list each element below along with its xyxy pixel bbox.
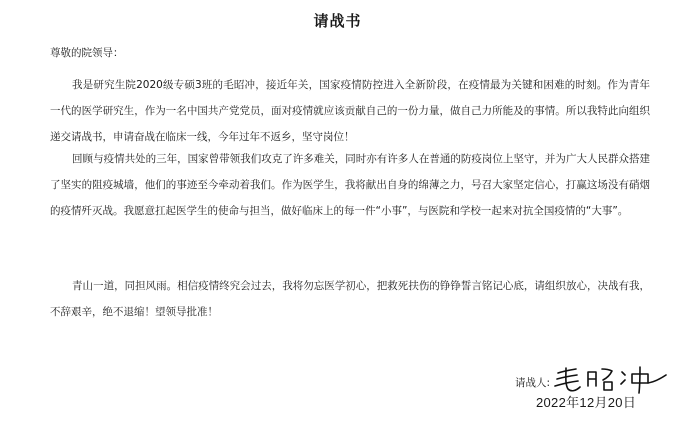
paragraph-intro: 我是研究生院2020级专硕3班的毛昭冲，接近年关，国家疫情防控进入全新阶段，在疫情最为关键和困难的时刻。作为青年一代的医学研究生，作为一名中国共产党党员，面对疫情就应该贡献自己的一份力量，做自己力所能及的事情。所以我特此向组织递交请战书，申请奋战在临床一线，今年过年不返乡，坚守岗位！ (50, 79, 650, 143)
salutation: 尊敬的院领导： (50, 47, 124, 59)
signer-label: 请战人: (515, 376, 551, 389)
signature-block (515, 370, 672, 394)
handwritten-signature (552, 364, 672, 394)
paragraph-closing: 青山一道，同担风雨。相信疫情终究会过去，我将勿忘医学初心，把救死扶伤的铮铮誓言铭记心底，请组织放心，决战有我，不辞艰辛，绝不退缩！望领导批准！ (50, 280, 650, 318)
signing-date: 2022年12月20日 (536, 395, 637, 410)
paragraph-review: 回顾与疫情共处的三年，国家曾带领我们攻克了许多难关，同时亦有许多人在普通的防疫岗位上坚守，并为广大人民群众搭建了坚实的阻疫城墙，他们的事迹至今牵动着我们。作为医学生，我将献出自身的绵薄之力，号召大家坚定信心，打赢这场没有硝烟的疫情歼灭战。我愿意扛起医学生的使命与担当，做好临床上的每一件“小事”，与医院和学校一起来对抗全国疫情的“大事”。 (50, 153, 650, 217)
document-title: 请战书 (313, 12, 362, 30)
